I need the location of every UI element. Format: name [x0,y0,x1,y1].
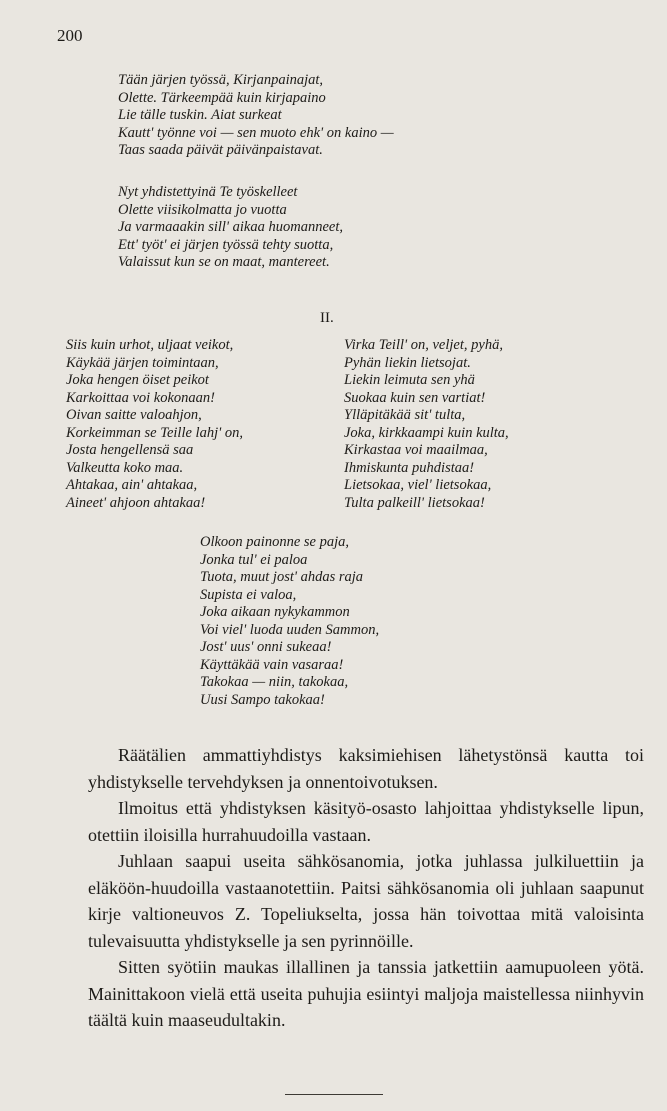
poem-column-right [344,337,509,512]
verse-line: Karkoittaa voi kokonaan! [66,389,216,406]
verse-line: Ja varmaaakin sill' aikaa huomanneet, [118,219,343,235]
verse-line: Lietsokaa, viel' lietsokaa, [344,477,492,493]
verse-line: Korkeimman se Teille lahj' on, [66,424,243,441]
verse-line: Taas saada päivät päivänpaistavat. [118,142,323,158]
verse-line: Kirkastaa voi maailmaa, [344,442,488,458]
verse-line: Jonka tul' ei paloa [200,551,308,568]
paragraph: Ilmoitus että yhdistyksen käsityö-osasto lahjoittaa yhdistykselle lipun, otettiin iloisilla hurrahuudoilla vastaan. [88,798,644,845]
verse-line: Joka, kirkkaampi kuin kulta, [344,424,509,441]
paragraph: Juhlaan saapui useita sähkösanomia, jotka juhlassa julkiluettiin ja eläköön-huudoilla vastaanotettiin. Paitsi sähkösanomia oli juhlaan saapunut kirje valtioneuvos Z. Topeliukselta, jossa hän toivottaa mitä valoisinta tulevaisuutta yhdistykselle ja sen pyrinnöille. [88,851,644,951]
poem-column-left [66,337,243,512]
verse-line: Käyttäkää vain vasaraa! [200,656,344,673]
verse-line: Supista ei valoa, [200,586,297,603]
verse-line: Virka Teill' on, veljet, pyhä, [344,337,503,353]
prose-body [88,742,644,1034]
paragraph: Räätälien ammattiyhdistys kaksimiehisen lähetystönsä kautta toi yhdistykselle tervehdyksen ja onnentoivotuksen. [88,745,644,792]
verse-line: Olette. Tärkeempää kuin kirjapaino [118,89,326,106]
verse-line: Valaissut kun se on maat, mantereet. [118,254,330,270]
verse-line: Tulta palkeill' lietsokaa! [344,494,485,511]
section-divider [285,1094,383,1095]
verse-line: Joka hengen öiset peikot [66,372,209,388]
verse-line: Voi viel' luoda uuden Sammon, [200,621,380,638]
verse-line: Käykää järjen toimintaan, [66,354,219,371]
verse-line: Kautt' työnne voi — sen muoto ehk' on kaino — [118,124,394,141]
verse-line: Valkeutta koko maa. [66,459,184,476]
poem-stanza-1 [118,72,394,160]
verse-line: Takokaa — niin, takokaa, [200,674,349,690]
verse-line: Oivan saitte valoahjon, [66,407,202,423]
verse-line: Ylläpitäkää sit' tulta, [344,407,466,423]
verse-line: Siis kuin urhot, uljaat veikot, [66,337,234,353]
verse-line: Suokaa kuin sen vartiat! [344,389,486,406]
verse-line: Nyt yhdistettyinä Te työskelleet [118,184,298,200]
section-number: II. [320,310,334,326]
verse-line: Olkoon painonne se paja, [200,534,350,550]
verse-line: Ahtakaa, ain' ahtakaa, [66,477,198,493]
verse-line: Aineet' ahjoon ahtakaa! [66,494,206,511]
verse-line: Tään järjen työssä, Kirjanpainajat, [118,72,324,88]
verse-line: Liekin leimuta sen yhä [344,372,475,388]
verse-line: Tuota, muut jost' ahdas raja [200,569,364,585]
poem-stanza-3 [200,534,379,709]
verse-line: Joka aikaan nykykammon [200,604,350,620]
verse-line: Ihmiskunta puhdistaa! [344,459,475,476]
poem-stanza-2 [118,184,343,272]
verse-line: Uusi Sampo takokaa! [200,691,325,708]
page-number: 200 [57,26,83,45]
verse-line: Olette viisikolmatta jo vuotta [118,201,287,218]
verse-line: Josta hengellensä saa [66,442,194,458]
verse-line: Lie tälle tuskin. Aiat surkeat [118,107,282,123]
verse-line: Ett' työt' ei järjen työssä tehty suotta, [118,236,334,253]
paragraph: Sitten syötiin maukas illallinen ja tanssia jatkettiin aamupuoleen yötä. Mainittakoon vielä että useita puhujia esiintyi maljoja maistellessa niinhyvin täältä kuin maaseudultakin. [88,957,644,1030]
verse-line: Jost' uus' onni sukeaa! [200,639,332,655]
verse-line: Pyhän liekin lietsojat. [344,354,471,371]
